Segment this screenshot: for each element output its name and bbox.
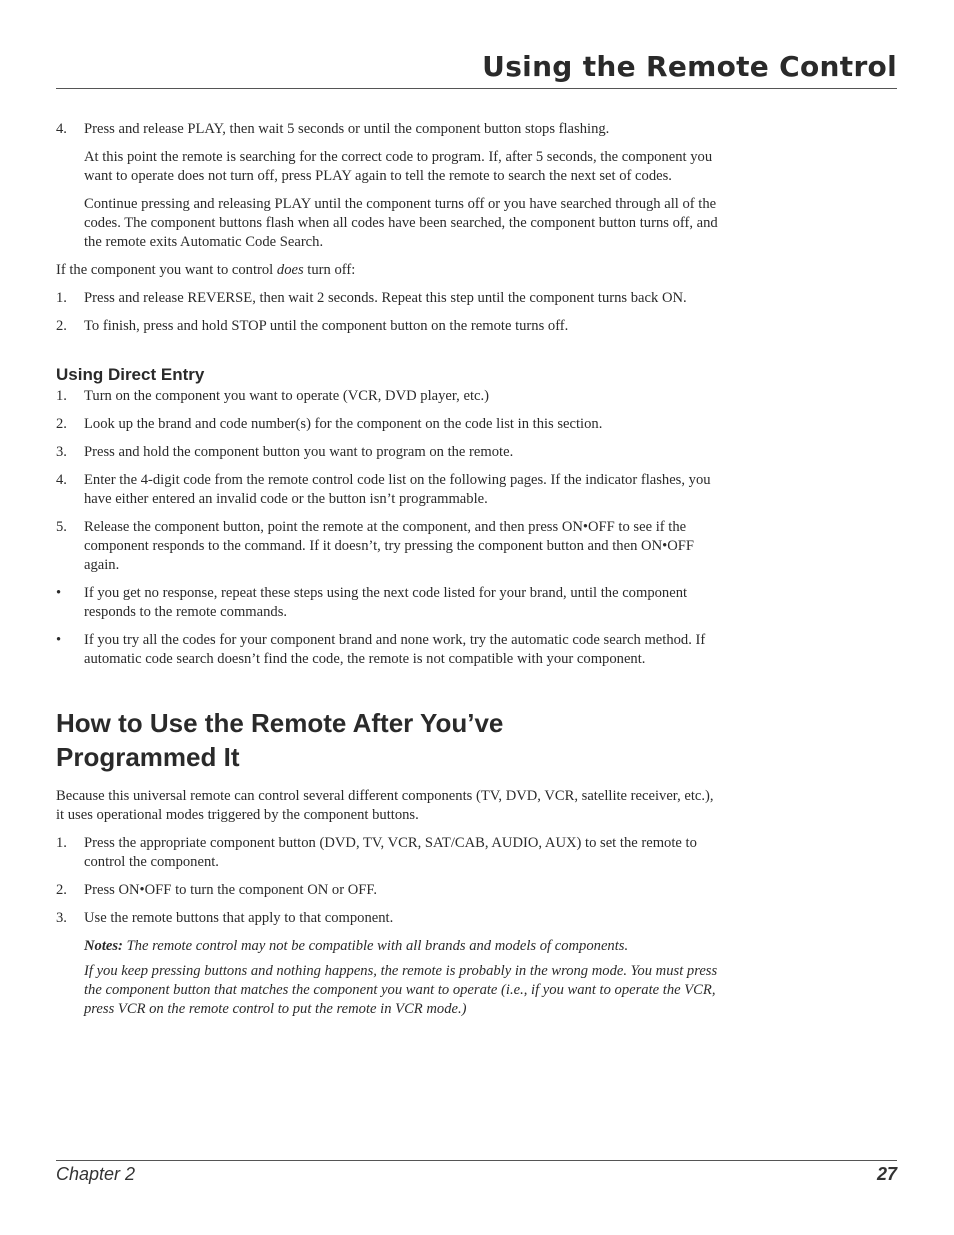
- step-number: 5.: [56, 519, 67, 535]
- direct-entry-heading: Using Direct Entry: [56, 365, 205, 384]
- direct-bullet-2: [56, 631, 721, 669]
- step-number: 2.: [56, 318, 67, 334]
- bullet-mark: •: [56, 632, 62, 648]
- how-to-use-intro: Because this universal remote can control several different components (TV, DVD, VCR, satellite receiver, etc.), it uses operational modes triggered by the component buttons.: [56, 788, 714, 823]
- step-number: 2.: [56, 882, 67, 898]
- intro-text-end: turn off:: [303, 262, 356, 278]
- step-4-paragraph-1: At this point the remote is searching for the correct code to program. If, after 5 seconds, the component you want to operate does not turn off, press PLAY again to tell the remote to search the next set of codes.: [84, 149, 713, 184]
- footer-chapter: Chapter 2: [56, 1164, 136, 1184]
- step-text: Press and release PLAY, then wait 5 seconds or until the component button stops flashing.: [84, 121, 610, 137]
- direct-step-2: [56, 415, 721, 434]
- step-4-paragraph-2: Continue pressing and releasing PLAY until the component turns off or you have searched through all of the codes. The component buttons flash when all codes have been searched, the component button turns off, and the remote exits Automatic Code Search.: [84, 196, 718, 250]
- step-text: Use the remote buttons that apply to that component.: [84, 910, 394, 926]
- step-number: 2.: [56, 416, 67, 432]
- bullet-text: If you get no response, repeat these steps using the next code listed for your brand, until the component responds to the remote commands.: [84, 585, 688, 620]
- direct-step-5: [56, 518, 721, 575]
- use-step-2: [56, 881, 721, 900]
- heading-line-1: How to Use the Remote After You’ve: [56, 708, 504, 738]
- step-text: Look up the brand and code number(s) for the component on the code list in this section.: [84, 416, 603, 432]
- step-number: 1.: [56, 835, 67, 851]
- how-to-use-heading: [56, 706, 721, 774]
- does-turn-off-intro: [56, 261, 721, 280]
- heading-line-2: Programmed It: [56, 742, 240, 772]
- step-text: Press ON•OFF to turn the component ON or OFF.: [84, 882, 377, 898]
- notes-paragraph-2: If you keep pressing buttons and nothing happens, the remote is probably in the wrong mode. You must press the component button that matches the component you want to operate (i.e., if you want to operate the VCR, press VCR on the remote control to put the remote in VCR mode.): [84, 963, 718, 1017]
- step-number: 4.: [56, 472, 67, 488]
- footer-divider: [56, 1160, 897, 1161]
- direct-bullet-1: [56, 584, 721, 622]
- step-text: Press the appropriate component button (DVD, TV, VCR, SAT/CAB, AUDIO, AUX) to set the remote to control the component.: [84, 835, 697, 870]
- step-number: 1.: [56, 388, 67, 404]
- step-text: Press and hold the component button you want to program on the remote.: [84, 444, 514, 460]
- notes-label: Notes:: [84, 938, 123, 954]
- step-number: 3.: [56, 910, 67, 926]
- direct-step-1: [56, 387, 721, 406]
- does-step-2: [56, 317, 721, 336]
- footer-page-number: 27: [876, 1164, 897, 1184]
- auto-search-step-4: [56, 120, 721, 139]
- step-number: 1.: [56, 290, 67, 306]
- use-step-3: [56, 909, 721, 928]
- page-content: [56, 120, 721, 1025]
- step-text: Turn on the component you want to operate (VCR, DVD player, etc.): [84, 388, 489, 404]
- direct-step-3: [56, 443, 721, 462]
- page-header-title: Using the Remote Control: [482, 50, 897, 83]
- notes-paragraph-1: [56, 937, 721, 956]
- step-number: 4.: [56, 121, 67, 137]
- intro-text: If the component you want to control: [56, 262, 277, 278]
- intro-emphasis: does: [276, 262, 304, 278]
- step-text: Enter the 4-digit code from the remote control code list on the following pages. If the indicator flashes, you have either entered an invalid code or the button isn’t programmable.: [84, 472, 711, 507]
- direct-step-4: [56, 471, 721, 509]
- bullet-text: If you try all the codes for your component brand and none work, try the automatic code search method. If automatic code search doesn’t find the code, the remote is not compatible with your component.: [84, 632, 706, 667]
- step-text: Press and release REVERSE, then wait 2 seconds. Repeat this step until the component turns back ON.: [84, 290, 687, 306]
- step-number: 3.: [56, 444, 67, 460]
- step-text: Release the component button, point the remote at the component, and then press ON•OFF to see if the component responds to the command. If it doesn’t, try pressing the component button and then ON•OFF again.: [84, 519, 694, 573]
- step-text: To finish, press and hold STOP until the component button on the remote turns off.: [84, 318, 569, 334]
- header-divider: [56, 88, 897, 89]
- note-text: The remote control may not be compatible with all brands and models of components.: [122, 938, 629, 954]
- does-step-1: [56, 289, 721, 308]
- use-step-1: [56, 834, 721, 872]
- bullet-mark: •: [56, 585, 62, 601]
